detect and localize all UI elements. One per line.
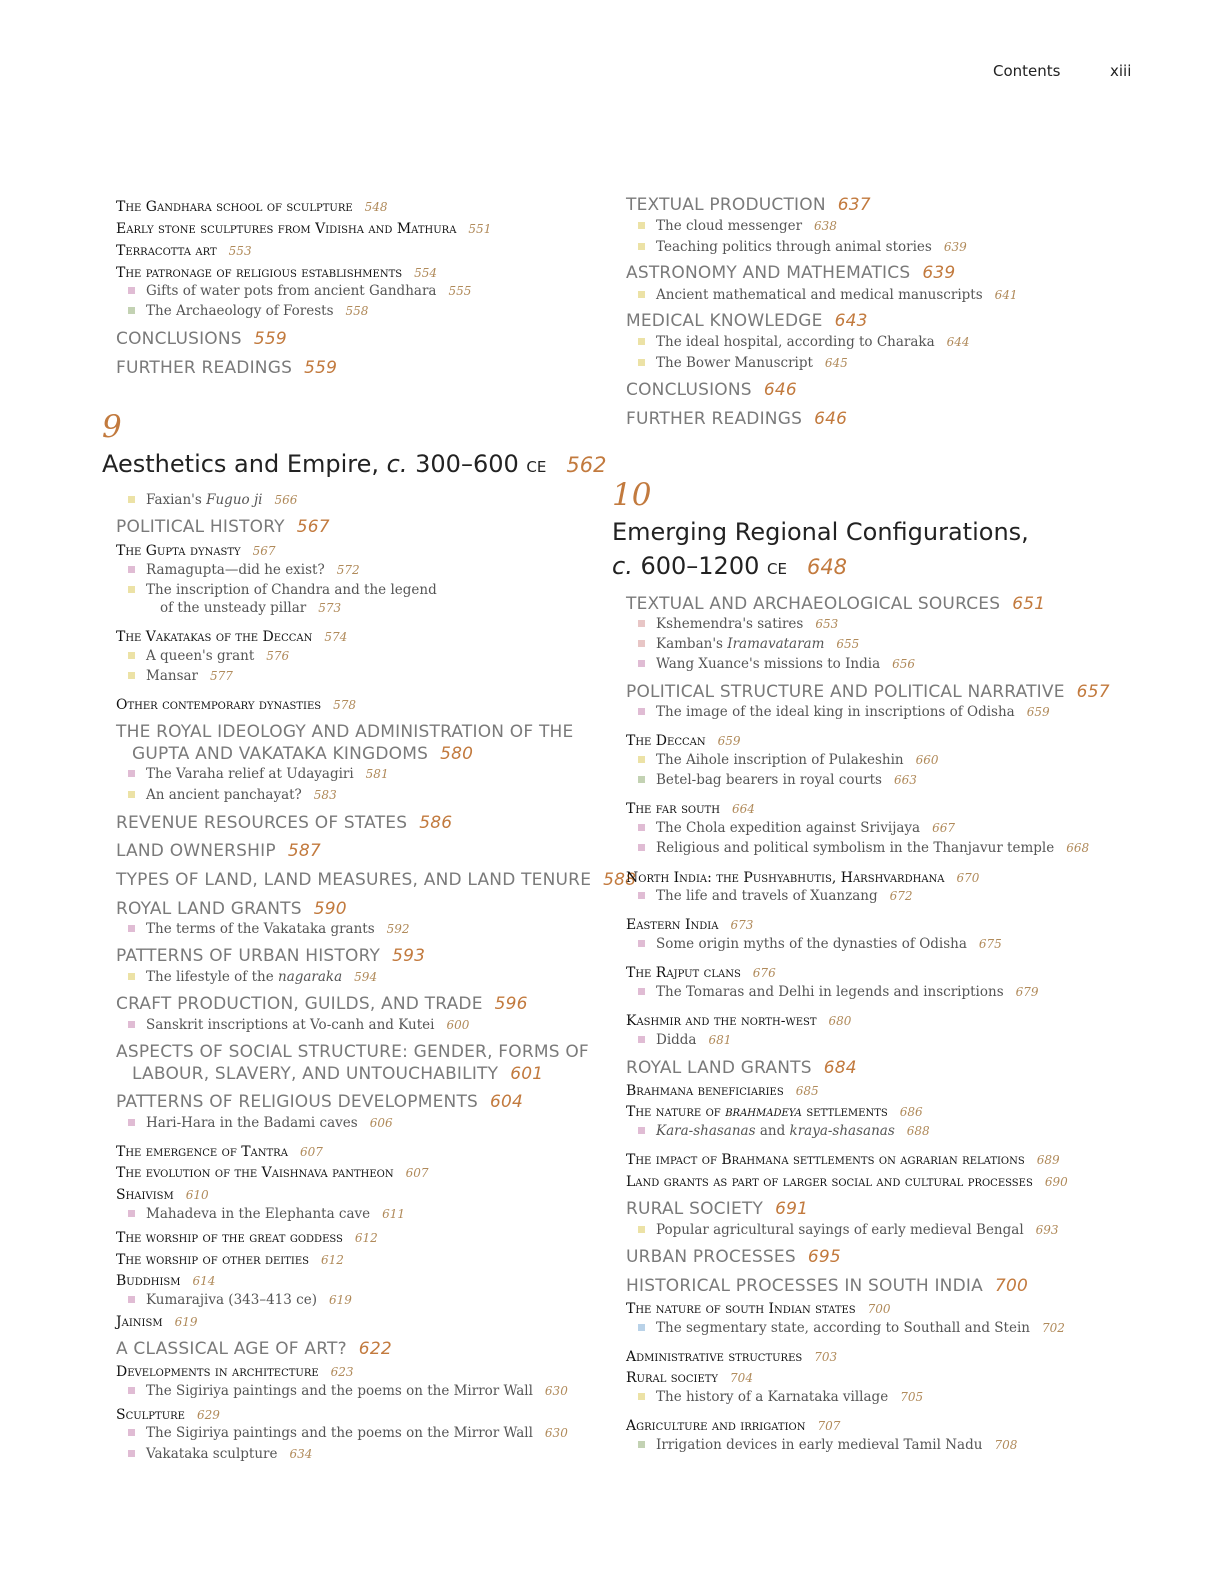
bullet-square-icon xyxy=(638,776,645,783)
toc-entry[interactable]: Developments in architecture 623 xyxy=(116,1364,354,1380)
toc-box-entry[interactable]: Faxian's Fuguo ji 566 xyxy=(128,494,297,508)
toc-box-entry[interactable]: The ideal hospital, according to Charaka 644 xyxy=(638,336,970,350)
chapter-title-continued[interactable]: c. 600–1200 CE 648 xyxy=(612,552,848,580)
toc-entry[interactable]: The worship of other deities 612 xyxy=(116,1252,344,1268)
bullet-square-icon xyxy=(638,291,645,298)
toc-section[interactable]: ROYAL LAND GRANTS 590 xyxy=(116,899,347,919)
toc-box-entry[interactable]: An ancient panchayat? 583 xyxy=(128,789,337,803)
toc-entry[interactable]: Shaivism 610 xyxy=(116,1187,209,1203)
toc-entry[interactable]: Jainism 619 xyxy=(116,1314,198,1330)
toc-section[interactable]: TEXTUAL AND ARCHAEOLOGICAL SOURCES 651 xyxy=(626,594,1046,614)
toc-section[interactable]: RURAL SOCIETY 691 xyxy=(626,1199,809,1219)
toc-box-entry[interactable]: The Chola expedition against Srivijaya 667 xyxy=(638,822,955,836)
toc-entry[interactable]: The Deccan 659 xyxy=(626,733,741,749)
bullet-square-icon xyxy=(128,672,135,679)
toc-entry[interactable]: The worship of the great goddess 612 xyxy=(116,1230,378,1246)
toc-box-entry[interactable]: The image of the ideal king in inscriptions of Odisha 659 xyxy=(638,706,1050,720)
toc-section[interactable]: HISTORICAL PROCESSES IN SOUTH INDIA 700 xyxy=(626,1276,1028,1296)
toc-entry[interactable]: The Gandhara school of sculpture 548 xyxy=(116,199,388,215)
toc-box-entry[interactable]: The lifestyle of the nagaraka 594 xyxy=(128,971,377,985)
toc-section[interactable]: POLITICAL STRUCTURE AND POLITICAL NARRATIVE 657 xyxy=(626,682,1110,702)
toc-section[interactable]: TYPES OF LAND, LAND MEASURES, AND LAND TENURE 588 xyxy=(116,870,637,890)
bullet-square-icon xyxy=(128,1450,135,1457)
bullet-square-icon xyxy=(128,1387,135,1394)
toc-box-entry[interactable]: Popular agricultural sayings of early medieval Bengal 693 xyxy=(638,1224,1059,1238)
toc-entry[interactable]: Eastern India 673 xyxy=(626,917,754,933)
toc-entry[interactable]: The emergence of Tantra 607 xyxy=(116,1144,323,1160)
toc-box-entry[interactable]: Irrigation devices in early medieval Tamil Nadu 708 xyxy=(638,1439,1017,1453)
toc-entry[interactable]: Administrative structures 703 xyxy=(626,1349,838,1365)
toc-box-entry[interactable]: The inscription of Chandra and the legend xyxy=(128,584,437,598)
toc-section[interactable]: ASTRONOMY AND MATHEMATICS 639 xyxy=(626,263,956,283)
bullet-square-icon xyxy=(638,1127,645,1134)
toc-box-entry[interactable]: Didda 681 xyxy=(638,1034,731,1048)
toc-box-entry[interactable]: The segmentary state, according to Southall and Stein 702 xyxy=(638,1322,1065,1336)
toc-section[interactable]: PATTERNS OF RELIGIOUS DEVELOPMENTS 604 xyxy=(116,1092,524,1112)
toc-box-entry[interactable]: Kshemendra's satires 653 xyxy=(638,618,838,632)
chapter-title[interactable]: Aesthetics and Empire, c. 300–600 CE 562 xyxy=(102,450,607,478)
toc-box-entry[interactable]: The life and travels of Xuanzang 672 xyxy=(638,890,913,904)
bullet-square-icon xyxy=(128,791,135,798)
toc-box-entry[interactable]: Teaching politics through animal stories 639 xyxy=(638,241,967,255)
toc-section[interactable]: THE ROYAL IDEOLOGY AND ADMINISTRATION OF THE xyxy=(116,722,574,742)
toc-section[interactable]: FURTHER READINGS 646 xyxy=(626,409,848,429)
bullet-square-icon xyxy=(128,307,135,314)
toc-box-entry[interactable]: Vakataka sculpture 634 xyxy=(128,1448,312,1462)
toc-box-entry[interactable]: The terms of the Vakataka grants 592 xyxy=(128,923,410,937)
toc-box-entry[interactable]: Kumarajiva (343–413 ce) 619 xyxy=(128,1294,352,1308)
chapter-number: 9 xyxy=(102,409,122,445)
toc-entry[interactable]: North India: the Pushyabhutis, Harshvardhana 670 xyxy=(626,870,980,886)
bullet-square-icon xyxy=(128,1021,135,1028)
toc-entry[interactable]: The far south 664 xyxy=(626,801,755,817)
toc-entry[interactable]: Land grants as part of larger social and cultural processes 690 xyxy=(626,1174,1068,1190)
toc-section[interactable]: ROYAL LAND GRANTS 684 xyxy=(626,1058,857,1078)
toc-box-entry[interactable]: Sanskrit inscriptions at Vo-canh and Kutei 600 xyxy=(128,1019,469,1033)
toc-section[interactable]: ASPECTS OF SOCIAL STRUCTURE: GENDER, FORMS OF xyxy=(116,1042,589,1062)
toc-entry[interactable]: The Rajput clans 676 xyxy=(626,965,776,981)
bullet-square-icon xyxy=(638,708,645,715)
toc-box-entry[interactable]: Religious and political symbolism in the Thanjavur temple 668 xyxy=(638,842,1089,856)
toc-box-entry-continued[interactable]: of the unsteady pillar 573 xyxy=(160,600,342,616)
page-number: xiii xyxy=(1110,62,1132,80)
toc-box-entry[interactable]: The history of a Karnataka village 705 xyxy=(638,1391,923,1405)
chapter-title[interactable]: Emerging Regional Configurations, xyxy=(612,518,1029,546)
bullet-square-icon xyxy=(128,1296,135,1303)
toc-section[interactable]: FURTHER READINGS 559 xyxy=(116,358,338,378)
bullet-square-icon xyxy=(638,1393,645,1400)
toc-box-entry[interactable]: The cloud messenger 638 xyxy=(638,220,837,234)
toc-section[interactable]: TEXTUAL PRODUCTION 637 xyxy=(626,195,871,215)
bullet-square-icon xyxy=(638,1036,645,1043)
toc-entry[interactable]: The nature of brahmadeya settlements 686 xyxy=(626,1104,923,1120)
bullet-square-icon xyxy=(638,338,645,345)
toc-box-entry[interactable]: A queen's grant 576 xyxy=(128,650,289,664)
bullet-square-icon xyxy=(128,770,135,777)
bullet-square-icon xyxy=(128,925,135,932)
toc-box-entry[interactable]: Kara-shasanas and kraya-shasanas 688 xyxy=(638,1125,930,1139)
toc-section[interactable]: CRAFT PRODUCTION, GUILDS, AND TRADE 596 xyxy=(116,994,528,1014)
bullet-square-icon xyxy=(128,1429,135,1436)
toc-entry[interactable]: The nature of south Indian states 700 xyxy=(626,1301,891,1317)
toc-section[interactable]: MEDICAL KNOWLEDGE 643 xyxy=(626,311,868,331)
bullet-square-icon xyxy=(638,243,645,250)
bullet-square-icon xyxy=(128,496,135,503)
bullet-square-icon xyxy=(128,586,135,593)
bullet-square-icon xyxy=(638,660,645,667)
toc-entry[interactable]: Brahmana beneficiaries 685 xyxy=(626,1083,819,1099)
toc-box-entry[interactable]: The Sigiriya paintings and the poems on the Mirror Wall 630 xyxy=(128,1427,568,1441)
toc-entry[interactable]: Other contemporary dynasties 578 xyxy=(116,697,357,713)
toc-box-entry[interactable]: Kamban's Iramavataram 655 xyxy=(638,638,859,652)
toc-box-entry[interactable]: Gifts of water pots from ancient Gandhara 555 xyxy=(128,285,471,299)
toc-box-entry[interactable]: Ancient mathematical and medical manuscripts 641 xyxy=(638,289,1018,303)
toc-section[interactable]: A CLASSICAL AGE OF ART? 622 xyxy=(116,1339,392,1359)
toc-box-entry[interactable]: Mansar 577 xyxy=(128,670,233,684)
toc-box-entry[interactable]: Some origin myths of the dynasties of Odisha 675 xyxy=(638,938,1002,952)
toc-entry[interactable]: The Gupta dynasty 567 xyxy=(116,543,276,559)
bullet-square-icon xyxy=(638,756,645,763)
bullet-square-icon xyxy=(638,1226,645,1233)
toc-box-entry[interactable]: The Tomaras and Delhi in legends and inscriptions 679 xyxy=(638,986,1039,1000)
toc-box-entry[interactable]: Mahadeva in the Elephanta cave 611 xyxy=(128,1208,405,1222)
toc-box-entry[interactable]: The Bower Manuscript 645 xyxy=(638,357,848,371)
toc-entry[interactable]: The evolution of the Vaishnava pantheon 607 xyxy=(116,1165,429,1181)
toc-box-entry[interactable]: The Aihole inscription of Pulakeshin 660 xyxy=(638,754,939,768)
bullet-square-icon xyxy=(128,566,135,573)
toc-entry[interactable]: The Vakatakas of the Deccan 574 xyxy=(116,629,348,645)
toc-box-entry[interactable]: The Sigiriya paintings and the poems on the Mirror Wall 630 xyxy=(128,1385,568,1399)
toc-section[interactable]: REVENUE RESOURCES OF STATES 586 xyxy=(116,813,453,833)
toc-section[interactable]: LAND OWNERSHIP 587 xyxy=(116,841,321,861)
bullet-square-icon xyxy=(638,940,645,947)
toc-box-entry[interactable]: Wang Xuance's missions to India 656 xyxy=(638,658,915,672)
toc-entry[interactable]: Sculpture 629 xyxy=(116,1407,220,1423)
toc-section[interactable]: PATTERNS OF URBAN HISTORY 593 xyxy=(116,946,426,966)
bullet-square-icon xyxy=(638,892,645,899)
toc-entry[interactable]: The patronage of religious establishments 554 xyxy=(116,265,437,281)
toc-box-entry[interactable]: The Archaeology of Forests 558 xyxy=(128,305,368,319)
toc-box-entry[interactable]: Hari-Hara in the Badami caves 606 xyxy=(128,1117,393,1131)
toc-section[interactable]: CONCLUSIONS 559 xyxy=(116,329,287,349)
toc-box-entry[interactable]: Betel-bag bearers in royal courts 663 xyxy=(638,774,917,788)
bullet-square-icon xyxy=(638,988,645,995)
bullet-square-icon xyxy=(128,1210,135,1217)
bullet-square-icon xyxy=(638,359,645,366)
bullet-square-icon xyxy=(638,824,645,831)
toc-entry[interactable]: Early stone sculptures from Vidisha and Mathura 551 xyxy=(116,221,492,237)
toc-section-continued[interactable]: GUPTA AND VAKATAKA KINGDOMS 580 xyxy=(132,744,474,764)
toc-entry[interactable]: Agriculture and irrigation 707 xyxy=(626,1418,841,1434)
toc-section[interactable]: POLITICAL HISTORY 567 xyxy=(116,517,330,537)
toc-section-continued[interactable]: LABOUR, SLAVERY, AND UNTOUCHABILITY 601 xyxy=(132,1064,544,1084)
bullet-square-icon xyxy=(638,1324,645,1331)
chapter-number: 10 xyxy=(612,477,652,513)
bullet-square-icon xyxy=(638,640,645,647)
bullet-square-icon xyxy=(128,287,135,294)
bullet-square-icon xyxy=(128,973,135,980)
running-header-title: Contents xyxy=(993,62,1061,80)
bullet-square-icon xyxy=(638,844,645,851)
toc-box-entry[interactable]: Ramagupta—did he exist? 572 xyxy=(128,564,360,578)
bullet-square-icon xyxy=(128,652,135,659)
bullet-square-icon xyxy=(638,620,645,627)
toc-section[interactable]: URBAN PROCESSES 695 xyxy=(626,1247,841,1267)
toc-entry[interactable]: Rural society 704 xyxy=(626,1370,753,1386)
toc-entry[interactable]: Terracotta art 553 xyxy=(116,243,252,259)
bullet-square-icon xyxy=(128,1119,135,1126)
toc-entry[interactable]: Kashmir and the north-west 680 xyxy=(626,1013,852,1029)
toc-section[interactable]: CONCLUSIONS 646 xyxy=(626,380,797,400)
toc-box-entry[interactable]: The Varaha relief at Udayagiri 581 xyxy=(128,768,389,782)
toc-entry[interactable]: Buddhism 614 xyxy=(116,1273,216,1289)
bullet-square-icon xyxy=(638,1441,645,1448)
toc-entry[interactable]: The impact of Brahmana settlements on agrarian relations 689 xyxy=(626,1152,1060,1168)
bullet-square-icon xyxy=(638,222,645,229)
